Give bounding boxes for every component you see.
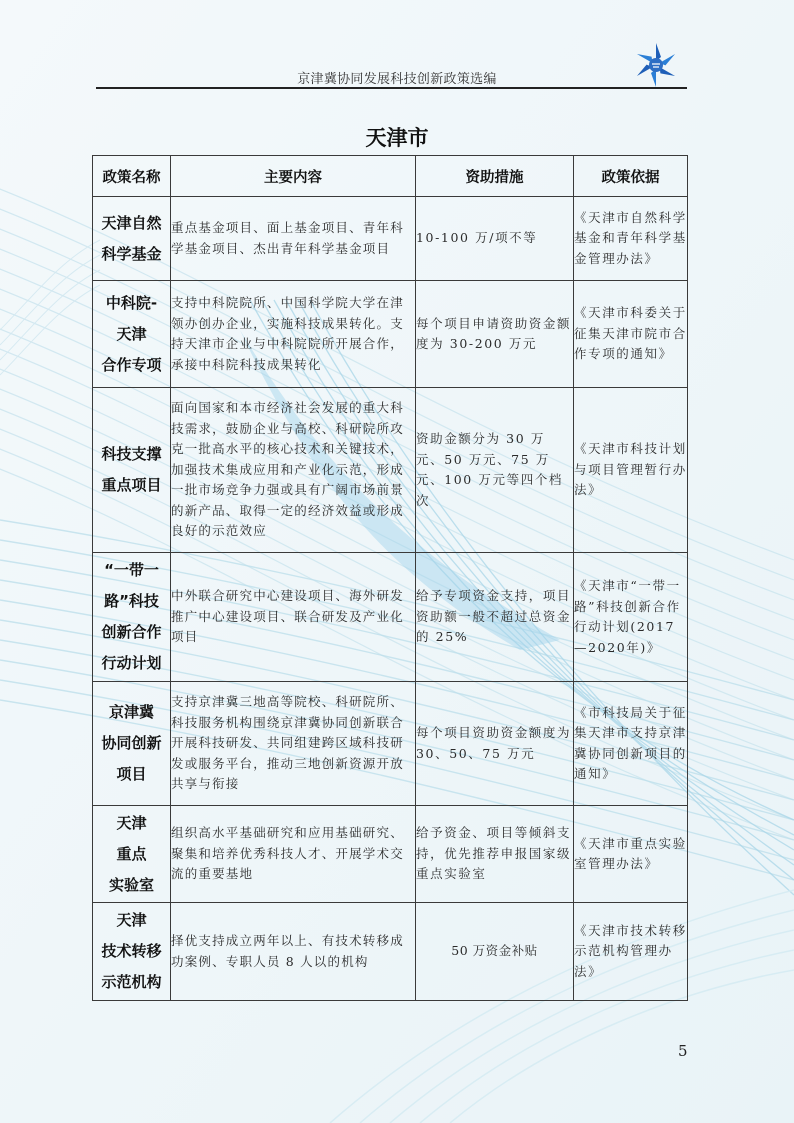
table-row bbox=[93, 197, 688, 281]
policy-funding: 给予专项资金支持，项目资助额一般不超过总资金的 25% bbox=[416, 553, 574, 682]
policy-basis: 《天津市科技计划与项目管理暂行办法》 bbox=[574, 388, 688, 553]
column-header-funding: 资助措施 bbox=[416, 156, 574, 197]
table-row bbox=[93, 806, 688, 903]
policy-funding: 10-100 万/项不等 bbox=[416, 197, 574, 281]
policy-name: 科技支撑 重点项目 bbox=[93, 388, 171, 553]
policy-basis: 《市科技局关于征集天津市支持京津冀协同创新项目的通知》 bbox=[574, 682, 688, 806]
book-title: 京津冀协同发展科技创新政策选编 bbox=[297, 72, 497, 87]
policy-funding: 每个项目申请资助资金额度为 30-200 万元 bbox=[416, 281, 574, 388]
policy-funding: 资助金额分为 30 万元、50 万元、75 万元、100 万元等四个档次 bbox=[416, 388, 574, 553]
policy-content: 支持京津冀三地高等院校、科研院所、科技服务机构围绕京津冀协同创新联合开展科技研发、共同组建跨区域科技研发或服务平台，推动三地创新资源开放共享与衔接 bbox=[171, 682, 416, 806]
table-header-row bbox=[93, 156, 688, 197]
policy-content: 面向国家和本市经济社会发展的重大科技需求，鼓励企业与高校、科研院所攻克一批高水平的核心技术和关键技术，加强技术集成应用和产业化示范，形成一批市场竞争力强或具有广阔市场前景的新产品、取得一定的经济效益或形成良好的示范效应 bbox=[171, 388, 416, 553]
policy-funding: 50 万资金补贴 bbox=[416, 903, 574, 1001]
page-number: 5 bbox=[678, 1042, 688, 1060]
policy-content: 中外联合研究中心建设项目、海外研发推广中心建设项目、联合研发及产业化项目 bbox=[171, 553, 416, 682]
header-divider bbox=[96, 87, 687, 89]
table-row bbox=[93, 682, 688, 806]
policy-funding: 给予资金、项目等倾斜支持，优先推荐申报国家级重点实验室 bbox=[416, 806, 574, 903]
column-header-main-content: 主要内容 bbox=[171, 156, 416, 197]
table-row bbox=[93, 388, 688, 553]
column-header-policy-basis: 政策依据 bbox=[574, 156, 688, 197]
policy-name: “一带一 路”科技 创新合作 行动计划 bbox=[93, 553, 171, 682]
policy-content: 支持中科院院所、中国科学院大学在津领办创办企业，实施科技成果转化。支持天津市企业与中科院院所开展合作，承接中科院科技成果转化 bbox=[171, 281, 416, 388]
policy-name: 天津 技术转移 示范机构 bbox=[93, 903, 171, 1001]
policy-basis: 《天津市重点实验室管理办法》 bbox=[574, 806, 688, 903]
policy-basis: 《天津市自然科学基金和青年科学基金管理办法》 bbox=[574, 197, 688, 281]
policy-funding: 每个项目资助资金额度为 30、50、75 万元 bbox=[416, 682, 574, 806]
policy-content: 重点基金项目、面上基金项目、青年科学基金项目、杰出青年科学基金项目 bbox=[171, 197, 416, 281]
pinwheel-logo-icon bbox=[636, 42, 676, 88]
policy-table bbox=[92, 155, 688, 1001]
column-header-policy-name: 政策名称 bbox=[93, 156, 171, 197]
page-title: 天津市 bbox=[365, 126, 429, 150]
policy-basis: 《天津市“一带一路”科技创新合作行动计划(2017—2020年)》 bbox=[574, 553, 688, 682]
table-row bbox=[93, 553, 688, 682]
table-row bbox=[93, 281, 688, 388]
policy-name: 中科院- 天津 合作专项 bbox=[93, 281, 171, 388]
policy-content: 择优支持成立两年以上、有技术转移成功案例、专职人员 8 人以的机构 bbox=[171, 903, 416, 1001]
policy-name: 京津冀 协同创新 项目 bbox=[93, 682, 171, 806]
policy-basis: 《天津市科委关于征集天津市院市合作专项的通知》 bbox=[574, 281, 688, 388]
table-row bbox=[93, 903, 688, 1001]
policy-name: 天津自然 科学基金 bbox=[93, 197, 171, 281]
policy-name: 天津 重点 实验室 bbox=[93, 806, 171, 903]
policy-basis: 《天津市技术转移示范机构管理办法》 bbox=[574, 903, 688, 1001]
policy-content: 组织高水平基础研究和应用基础研究、聚集和培养优秀科技人才、开展学术交流的重要基地 bbox=[171, 806, 416, 903]
